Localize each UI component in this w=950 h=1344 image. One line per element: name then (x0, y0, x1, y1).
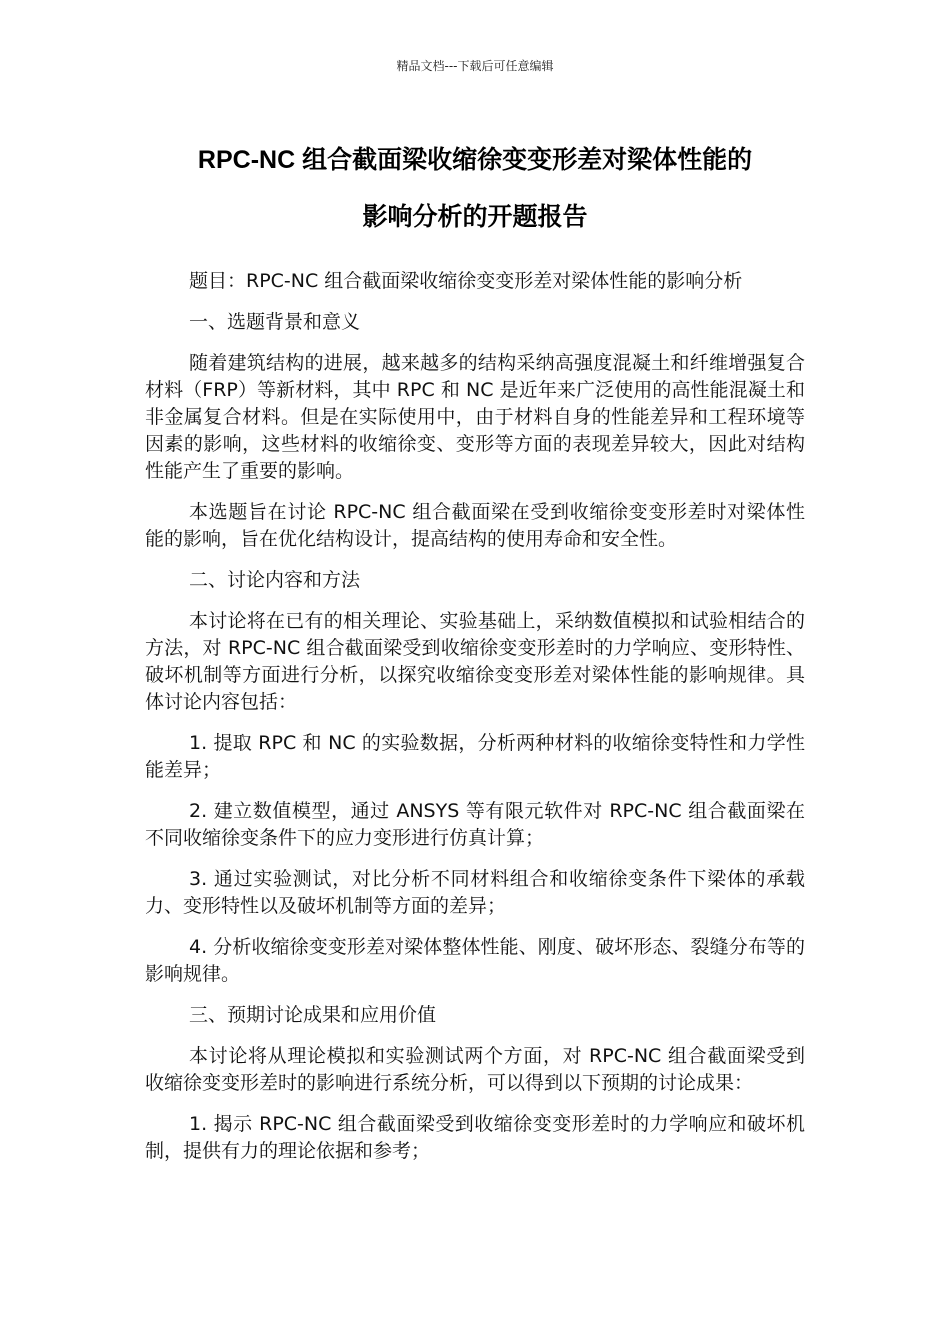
list-item-method-2: 2. 建立数值模型，通过 ANSYS 等有限元软件对 RPC-NC 组合截面梁在不同收缩徐变条件下的应力变形进行仿真计算； (145, 800, 805, 849)
list-item-method-4: 4. 分析收缩徐变变形差对梁体整体性能、刚度、破坏形态、裂缝分布等的影响规律。 (145, 936, 805, 985)
paragraph-purpose: 本选题旨在讨论 RPC-NC 组合截面梁在受到收缩徐变变形差时对梁体性能的影响，旨在优化结构设计，提高结构的使用寿命和安全性。 (145, 501, 805, 550)
document-title (145, 132, 805, 246)
paragraph-background: 随着建筑结构的进展，越来越多的结构采纳高强度混凝土和纤维增强复合材料（FRP）等新材料，其中 RPC 和 NC 是近年来广泛使用的高性能混凝土和非金属复合材料。但是在实际使用中，由于材料自身的性能差异和工程环境等因素的影响，这些材料的收缩徐变、变形等方面的表现差异较大，因此对结构性能产生了重要的影响。 (145, 352, 805, 482)
document-title-line-2: 影响分析的开题报告 (362, 203, 588, 231)
topic-line: 题目：RPC-NC 组合截面梁收缩徐变变形差对梁体性能的影响分析 (189, 270, 743, 292)
section-heading-outcomes: 三、预期讨论成果和应用价值 (189, 1004, 437, 1026)
list-item-method-3: 3. 通过实验测试，对比分析不同材料组合和收缩徐变条件下梁体的承载力、变形特性以及破坏机制等方面的差异； (145, 868, 805, 917)
paragraph-methods: 本讨论将在已有的相关理论、实验基础上，采纳数值模拟和试验相结合的方法，对 RPC-NC 组合截面梁受到收缩徐变变形差时的力学响应、变形特性、破坏机制等方面进行分析，以探究收缩徐变变形差对梁体性能的影响规律。具体讨论内容包括： (145, 610, 805, 713)
page-header-note: 精品文档---下载后可任意编辑 (396, 59, 554, 73)
document-body (145, 268, 805, 1179)
section-heading-methods: 二、讨论内容和方法 (189, 569, 361, 591)
list-item-outcome-1: 1. 揭示 RPC-NC 组合截面梁受到收缩徐变变形差时的力学响应和破坏机制，提供有力的理论依据和参考； (145, 1113, 805, 1162)
document-title-line-1: RPC-NC 组合截面梁收缩徐变变形差对梁体性能的 (197, 146, 753, 174)
list-item-method-1: 1. 提取 RPC 和 NC 的实验数据，分析两种材料的收缩徐变特性和力学性能差异； (145, 732, 805, 781)
section-heading-background: 一、选题背景和意义 (189, 311, 361, 333)
paragraph-outcomes: 本讨论将从理论模拟和实验测试两个方面，对 RPC-NC 组合截面梁受到收缩徐变变形差时的影响进行系统分析，可以得到以下预期的讨论成果： (145, 1045, 805, 1094)
